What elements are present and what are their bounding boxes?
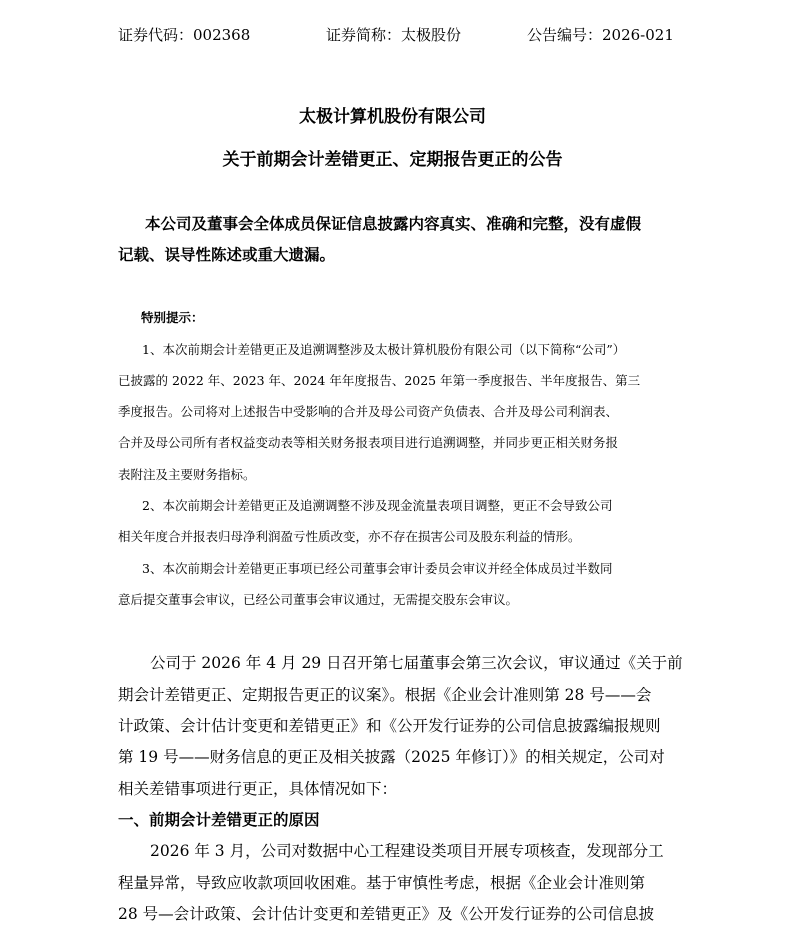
tip-line: 季度报告。公司将对上述报告中受影响的合并及母公司资产负债表、合并及母公司利润表、 bbox=[118, 404, 619, 419]
company-title: 太极计算机股份有限公司 bbox=[299, 107, 486, 127]
body-line: 期会计差错更正、定期报告更正的议案》。根据《企业会计准则第 28 号——会 bbox=[118, 686, 652, 704]
body-line: 2026 年 3 月，公司对数据中心工程建设类项目开展专项核查，发现部分工 bbox=[150, 842, 664, 860]
statement-line: 记载、误导性陈述或重大遗漏。 bbox=[118, 245, 336, 264]
body-line: 公司于 2026 年 4 月 29 日召开第七届董事会第三次会议，审议通过《关于前 bbox=[150, 654, 683, 672]
page-header bbox=[118, 24, 678, 46]
stock-code: 证券代码：002368 bbox=[118, 26, 251, 44]
section-heading: 一、前期会计差错更正的原因 bbox=[118, 810, 320, 829]
tip-line: 相关年度合并报表归母净利润盈亏性质改变，亦不存在损害公司及股东利益的情形。 bbox=[118, 529, 581, 544]
tip-line: 2、本次前期会计差错更正及追溯调整不涉及现金流量表项目调整，更正不会导致公司 bbox=[142, 498, 613, 513]
tip-line: 已披露的 2022 年、2023 年、2024 年年度报告、2025 年第一季度报告、半年度报告、第三 bbox=[118, 373, 641, 388]
stock-abbreviation: 证券简称：太极股份 bbox=[326, 26, 462, 44]
announcement-title: 关于前期会计差错更正、定期报告更正的公告 bbox=[222, 150, 563, 170]
tips-heading: 特别提示： bbox=[141, 310, 204, 325]
body-line: 28 号—会计政策、会计估计变更和差错更正》及《公开发行证券的公司信息披 bbox=[118, 905, 655, 923]
tip-line: 意后提交董事会审议，已经公司董事会审议通过，无需提交股东会审议。 bbox=[118, 592, 519, 607]
body-line: 相关差错事项进行更正，具体情况如下： bbox=[118, 780, 398, 798]
tip-line: 1、本次前期会计差错更正及追溯调整涉及太极计算机股份有限公司（以下简称“公司”） bbox=[142, 342, 626, 357]
body-line: 计政策、会计估计变更和差错更正》和《公开发行证券的公司信息披露编报规则 bbox=[118, 717, 661, 735]
tip-line: 3、本次前期会计差错更正事项已经公司董事会审计委员会审议并经全体成员过半数同 bbox=[142, 561, 613, 576]
body-line: 第 19 号——财务信息的更正及相关披露（2025 年修订）》的相关规定，公司对 bbox=[118, 748, 665, 766]
announcement-number: 公告编号：2026-021 bbox=[527, 26, 674, 44]
statement-line: 本公司及董事会全体成员保证信息披露内容真实、准确和完整，没有虚假 bbox=[145, 214, 642, 233]
tip-line: 合并及母公司所有者权益变动表等相关财务报表项目进行追溯调整，并同步更正相关财务报 bbox=[118, 435, 619, 450]
body-line: 程量异常，导致应收款项回收困难。基于审慎性考虑，根据《企业会计准则第 bbox=[118, 874, 646, 892]
tip-line: 表附注及主要财务指标。 bbox=[118, 467, 256, 482]
